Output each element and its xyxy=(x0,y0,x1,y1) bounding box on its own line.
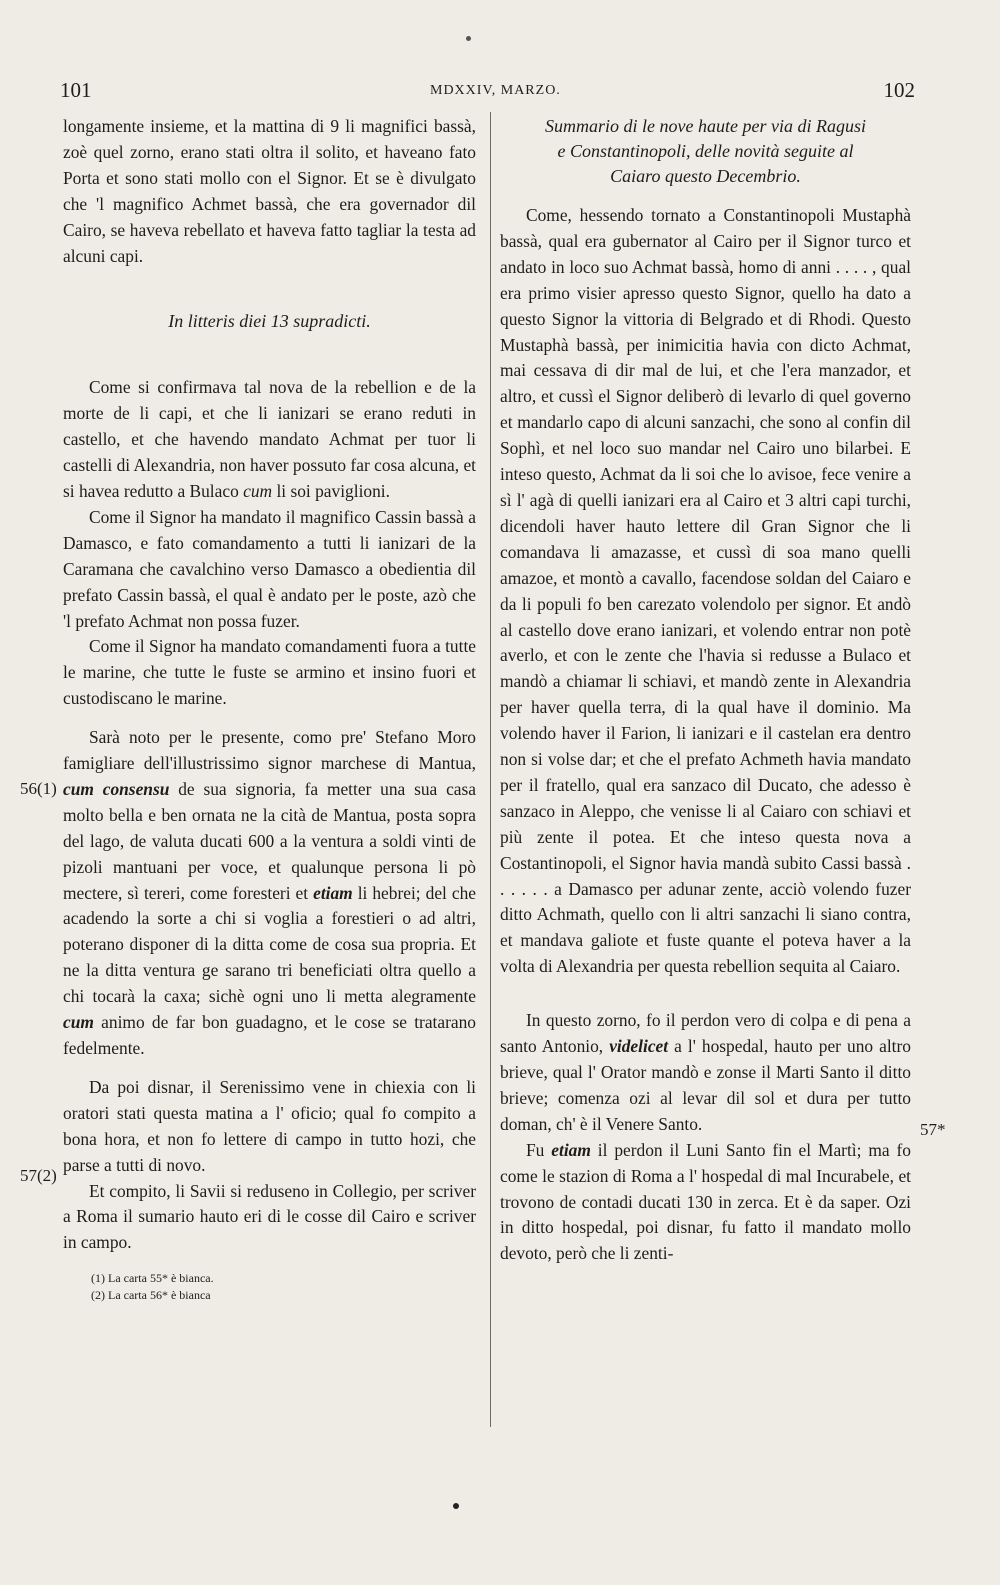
page-number-left: 101 xyxy=(60,78,92,102)
paragraph-marine: Come il Signor ha mandato comandamenti fuora a tutte le marine, che tutte le fuste se armino et insino fuori et custodiscano le marine. xyxy=(63,636,476,709)
right-column xyxy=(500,114,911,1267)
paragraph-mustapha: Come, hessendo tornato a Constantinopoli Mustaphà bassà, qual era gubernator al Cairo per il Signor turco et andato in loco suo Achmat bassà, homo di anni . . . . , qual era primo visier apresso questo Signor, quello ha dato a questo Signor la vittoria di Belgrado et di Rhodi. Questo Mustaphà bassà, per inimicitia havia con dicto Achmat, mai cessava di dir mal de lui, et che l'era manzador, et altro, et cussì el Signor deliberò di levarlo di quel governo et mandarlo capo di alcuni sanzachi, che sono al confin dil Sophì, et nel loco suo mandar nel Cairo uno bilarbei. E inteso questo, Achmat da li soi che lo avisoe, fece venire a sì l' agà di quelli ianizari era al Cairo et 3 altri capi turchi, dicendoli haver hauto lettere dil Gran Signor che li comandava li amazasse, et cussì di soa mano quelli amazoe, et montò a cavallo, facendose soldan del Caiaro e da li populi fo ben carezato volendolo per signor. Et andò al castello dove erano ianizari, et volendo entrar non potè averlo, et con le zente che l'havia si redusse a Bulaco et mandò a chiamar li schiavi, et mandò zente in Alexandria per haver quella terra, di la qual have il dominio. Ma volendo haver il Farion, li ianizari e il castelan era dentro non si volse dar; et che el prefato Achmeth havia mandato per il fratello, qual era sanzaco dil Ducato, che adesso è sanzaco in Aleppo, che venisse li al Caiaro con schiavi et più zente il potea. Et che inteso questa nova a Costantinopoli, el Signor havia mandà subito Cassi bassà . . . . . . a Damasco per adunar zente, acciò volendo fuzer ditto Achmath, quello con li altri sanzachi li siano contra, et mandava galiote et fuste quante el poteva haver a la volta di Alexandria per questa rebellion sequita al Caiaro. xyxy=(500,205,911,977)
paragraph-mantua: Sarà noto per le presente, como pre' Stefano Moro famigliare dell'illustrissimo signor marchese di Mantua, cum consensu de sua signoria, fa metter una sua casa molto bella e ben ornata ne la cità de Mantua, posta sopra del lago, de valuta ducati 600 a la ventura a soldi vinti de pizoli mantuani per voce, et qualunque persona li pò mectere, sì tereri, come foresteri et etiam li hebrei; del che acadendo la sorte a chi si voglia a forestieri o ad altri, poterano disponer di la ditta come de cosa sua propria. Et ne la ditta ventura ge sarano tri beneficiati oltra quello a chi tocarà la caxa; sichè ogni uno li metta alegramente cum animo de far bon guadagno, et le cose se tratarano fedelmente. xyxy=(63,727,476,1058)
left-column xyxy=(63,114,476,1304)
top-dot-mark xyxy=(466,36,471,41)
paragraph-cassin: Come il Signor ha mandato il magnifico Cassin bassà a Damasco, e fato comandamento a tutti li ianizari de la Caramana che cavalchino verso Damasco a obedientia dil prefato Cassin bassà, el qual è andato per le poste, azò che 'l prefato Achmat non possa fuzer. xyxy=(63,506,476,631)
paragraph-luni-santo: Fu etiam il perdon il Luni Santo fin el Martì; ma fo come le stazion di Roma a l' hospedal di mal Incurabele, et trovono de contadi ducati 130 in zerca. Et è da saper. Ozi in ditto hospedal, poi disnar, fu fatto il mandato mollo devoto, però che li zenti- xyxy=(500,1139,911,1264)
running-title: MDXXIV, MARZO. xyxy=(430,83,561,98)
running-header xyxy=(60,78,915,108)
footnotes xyxy=(63,1270,476,1304)
summary-heading: Summario di le nove haute per via di Ragusi e Constantinopoli, delle novità seguite al Caiaro questo Decembrio. xyxy=(545,116,866,186)
bottom-dot-mark xyxy=(453,1503,459,1509)
margin-note-57-left: 57(2) xyxy=(20,1166,57,1185)
margin-note-57-right: 57* xyxy=(920,1120,946,1139)
paragraph-continuation: longamente insieme, et la mattina di 9 li magnifici bassà, zoè quel zorno, erano stati oltra il solito, et haveano fato Porta et sono stati mollo con el Signor. Et se è divulgato che 'l magnifico Achmet bassà, che era governador dil Cairo, se haveva rebellato et haveva fatto tagliar la testa ad alcuni capi. xyxy=(63,116,476,266)
paragraph-perdon: In questo zorno, fo il perdon vero di colpa e di pena a santo Antonio, videlicet a l' hospedal, hauto per uno altro brieve, qual l' Orator mandò e zonse il Marti Santo il ditto brieve; comenza ozi al levar dil sol et dura per tutto doman, ch' è il Venere Santo. xyxy=(500,1010,911,1134)
paragraph-savii: Et compito, li Savii si reduseno in Collegio, per scriver a Roma il sumario hauto eri di le cosse dil Cairo e scriver in campo. xyxy=(63,1180,476,1253)
paragraph-disnar: Da poi disnar, il Serenissimo vene in chiexia con li oratori stati questa matina a l' oficio; qual fo compito a bona hora, et non fo lettere di campo in tutto hozi, che parse a tutti di novo. xyxy=(63,1076,476,1175)
section-heading: In litteris diei 13 supradicti. xyxy=(168,311,371,332)
paragraph-rebellion: Come si confirmava tal nova de la rebellion e de la morte de li capi, et che li ianizari se erano reduti in castello, et che havendo mandato Achmat per tuor li castelli di Alexandria, non haver possuto far cosa alcuna, et si havea redutto a Bulaco cum li soi paviglioni. xyxy=(63,377,476,501)
footnote-1: (1) La carta 55* è bianca. xyxy=(91,1271,214,1286)
column-divider xyxy=(490,112,491,1427)
page-number-right: 102 xyxy=(883,78,915,102)
footnote-2: (2) La carta 56* è bianca xyxy=(91,1288,211,1303)
margin-note-56: 56(1) xyxy=(20,779,57,798)
